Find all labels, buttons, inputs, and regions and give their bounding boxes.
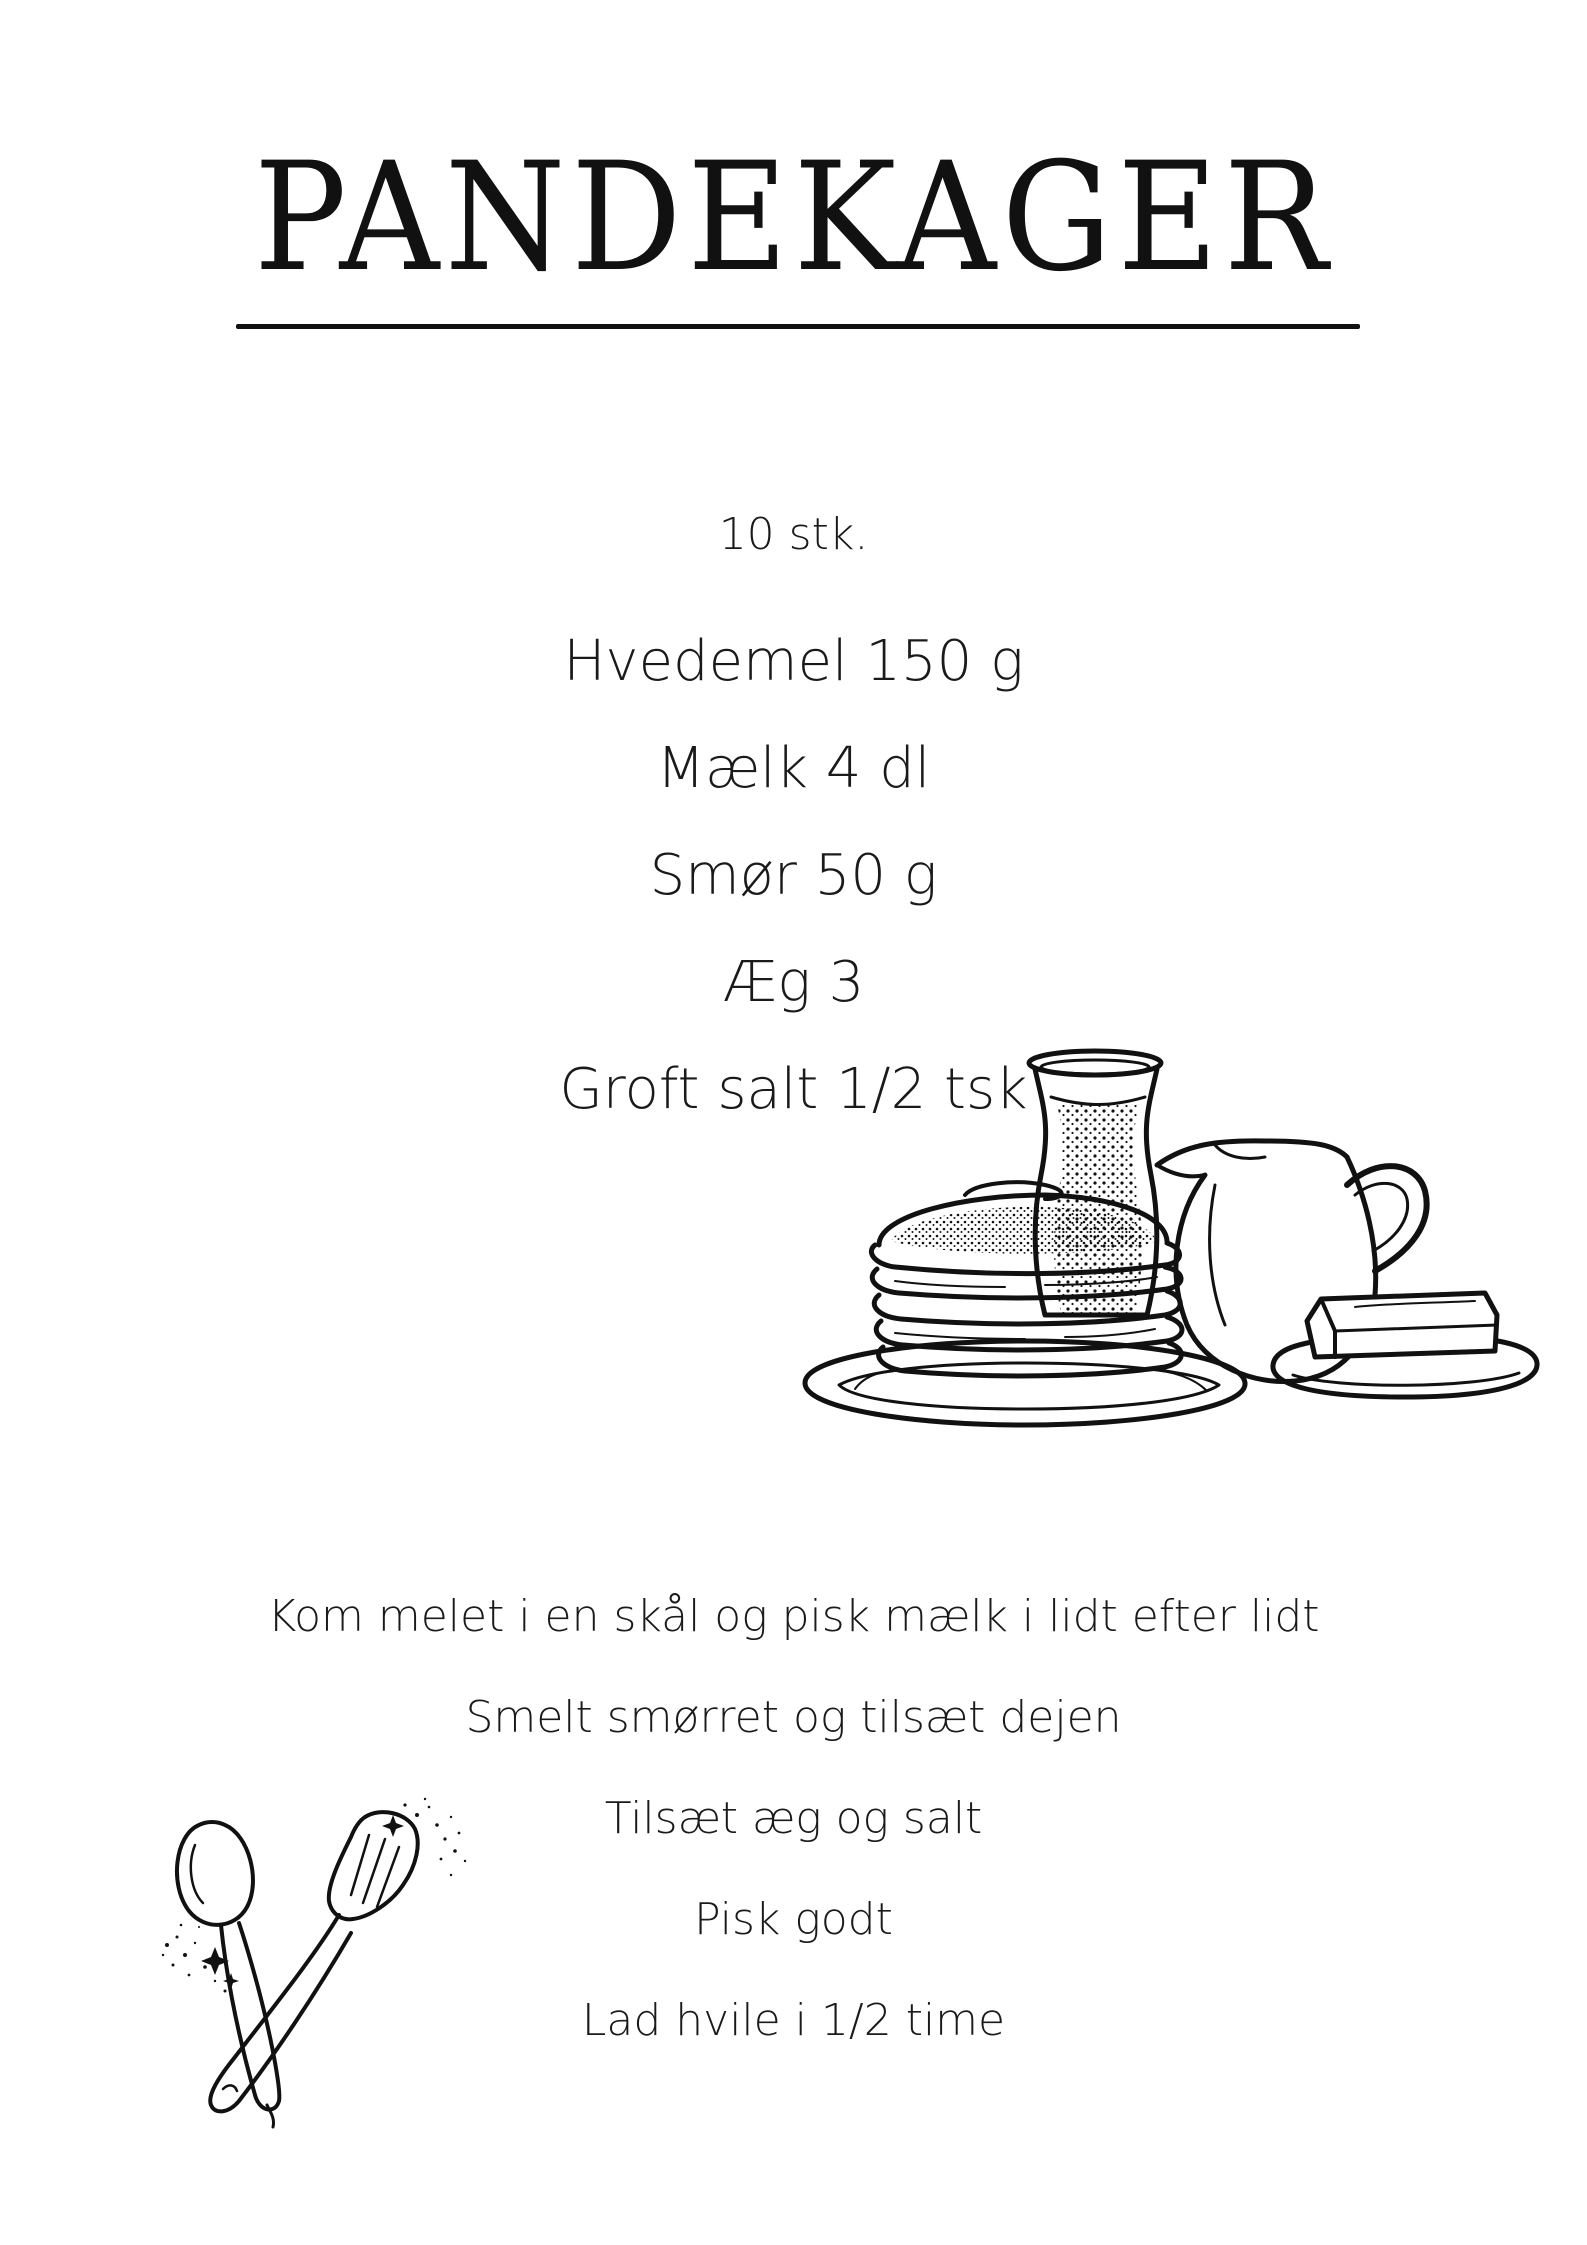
servings-label: 10 stk. [718,509,869,560]
instruction-step: Tilsæt æg og salt [604,1793,983,1844]
instruction-step: Pisk godt [694,1894,893,1945]
ingredient-item: Groft salt 1/2 tsk [559,1057,1028,1122]
ingredient-item: Hvedemel 150 g [563,629,1024,694]
ingredient-item: Smør 50 g [649,843,938,908]
instruction-step: Kom melet i en skål og pisk mælk i lidt efter lidt [267,1591,1320,1642]
ingredient-item: Mælk 4 dl [656,736,931,801]
instruction-step: Lad hvile i 1/2 time [581,1995,1006,2046]
recipe-title: PANDEKAGER [253,131,1334,305]
title-underline [236,324,1360,329]
spatula-icon [210,1812,417,2111]
wooden-spoon-icon [177,1822,279,2127]
butter-dish-icon [1273,1293,1537,1397]
instruction-step: Smelt smørret og tilsæt dejen [465,1692,1122,1743]
sparkle-dust-icon [162,1798,466,1993]
ingredient-item: Æg 3 [722,950,865,1015]
utensils-illustration [155,1795,475,2135]
pancake-breakfast-illustration [795,1045,1555,1445]
